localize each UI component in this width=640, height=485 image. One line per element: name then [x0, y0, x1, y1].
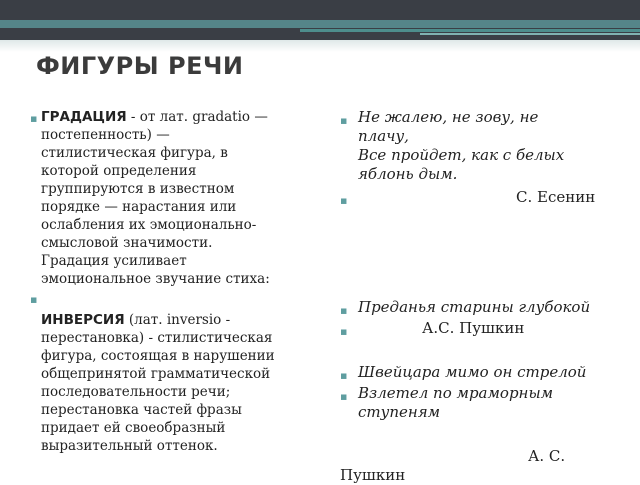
inversion-text: фигура, состоящая в нарушении — [41, 348, 275, 364]
inversion-text: придает ей своеобразный — [41, 420, 226, 436]
header-stripe — [300, 29, 640, 32]
bullet-icon: ▪ — [340, 114, 348, 127]
header-stripe-thin — [420, 33, 640, 35]
quote-line: плачу, — [358, 127, 409, 145]
inversion-text: общепринятой грамматической — [41, 366, 271, 382]
quote-pushkin-2: Швейцара мимо он стрелой — [358, 363, 587, 381]
gradation-text: группируются в известном — [41, 181, 235, 197]
gradation-text: ослабления их эмоционально- — [41, 217, 257, 233]
inversion-block — [41, 311, 316, 455]
bullet-icon: ▪ — [30, 112, 38, 125]
gradation-text: эмоциональное звучание стиха: — [41, 271, 270, 287]
gradation-text: смысловой значимости. — [41, 235, 213, 251]
bullet-icon: ▪ — [340, 390, 348, 403]
bullet-icon: ▪ — [30, 293, 38, 306]
header-fade — [0, 40, 640, 52]
header-teal-band — [0, 20, 640, 28]
quote-line: яблонь дым. — [358, 165, 458, 183]
gradation-text: постепенность) — — [41, 127, 170, 143]
author-pushkin-1: А.С. Пушкин — [422, 319, 525, 337]
gradation-text: порядке — нарастания или — [41, 199, 237, 215]
inversion-text: перестановка) - стилистическая — [41, 330, 273, 346]
author-pushkin-2-initials: А. С. — [528, 447, 566, 465]
inversion-term: ИНВЕРСИЯ — [41, 312, 125, 328]
quote-esenin — [358, 108, 628, 184]
quote-line: Взлетел по мраморным — [358, 384, 554, 402]
gradation-text: стилистическая фигура, в — [41, 145, 228, 161]
gradation-block — [41, 108, 311, 288]
gradation-term: ГРАДАЦИЯ — [41, 109, 127, 125]
author-esenin: С. Есенин — [516, 188, 596, 206]
gradation-text: которой определения — [41, 163, 197, 179]
gradation-text: - от лат. gradatio — — [126, 109, 268, 125]
quote-line: ступеням — [358, 403, 441, 421]
bullet-icon: ▪ — [340, 369, 348, 382]
quote-pushkin-1: Преданья старины глубокой — [358, 298, 591, 316]
gradation-text: Градация усиливает — [41, 253, 187, 269]
author-pushkin-2-surname: Пушкин — [340, 466, 406, 484]
inversion-text: выразительный оттенок. — [41, 438, 218, 454]
quote-line: Не жалею, не зову, не — [358, 108, 539, 126]
inversion-text: перестановка частей фразы — [41, 402, 242, 418]
bullet-icon: ▪ — [340, 325, 348, 338]
quote-pushkin-3 — [358, 384, 628, 422]
inversion-text: последовательности речи; — [41, 384, 231, 400]
bullet-icon: ▪ — [340, 194, 348, 207]
quote-line: Все пройдет, как с белых — [358, 146, 565, 164]
slide-title: ФИГУРЫ РЕЧИ — [36, 52, 244, 80]
bullet-icon: ▪ — [340, 304, 348, 317]
inversion-text: (лат. inversio - — [124, 312, 231, 328]
